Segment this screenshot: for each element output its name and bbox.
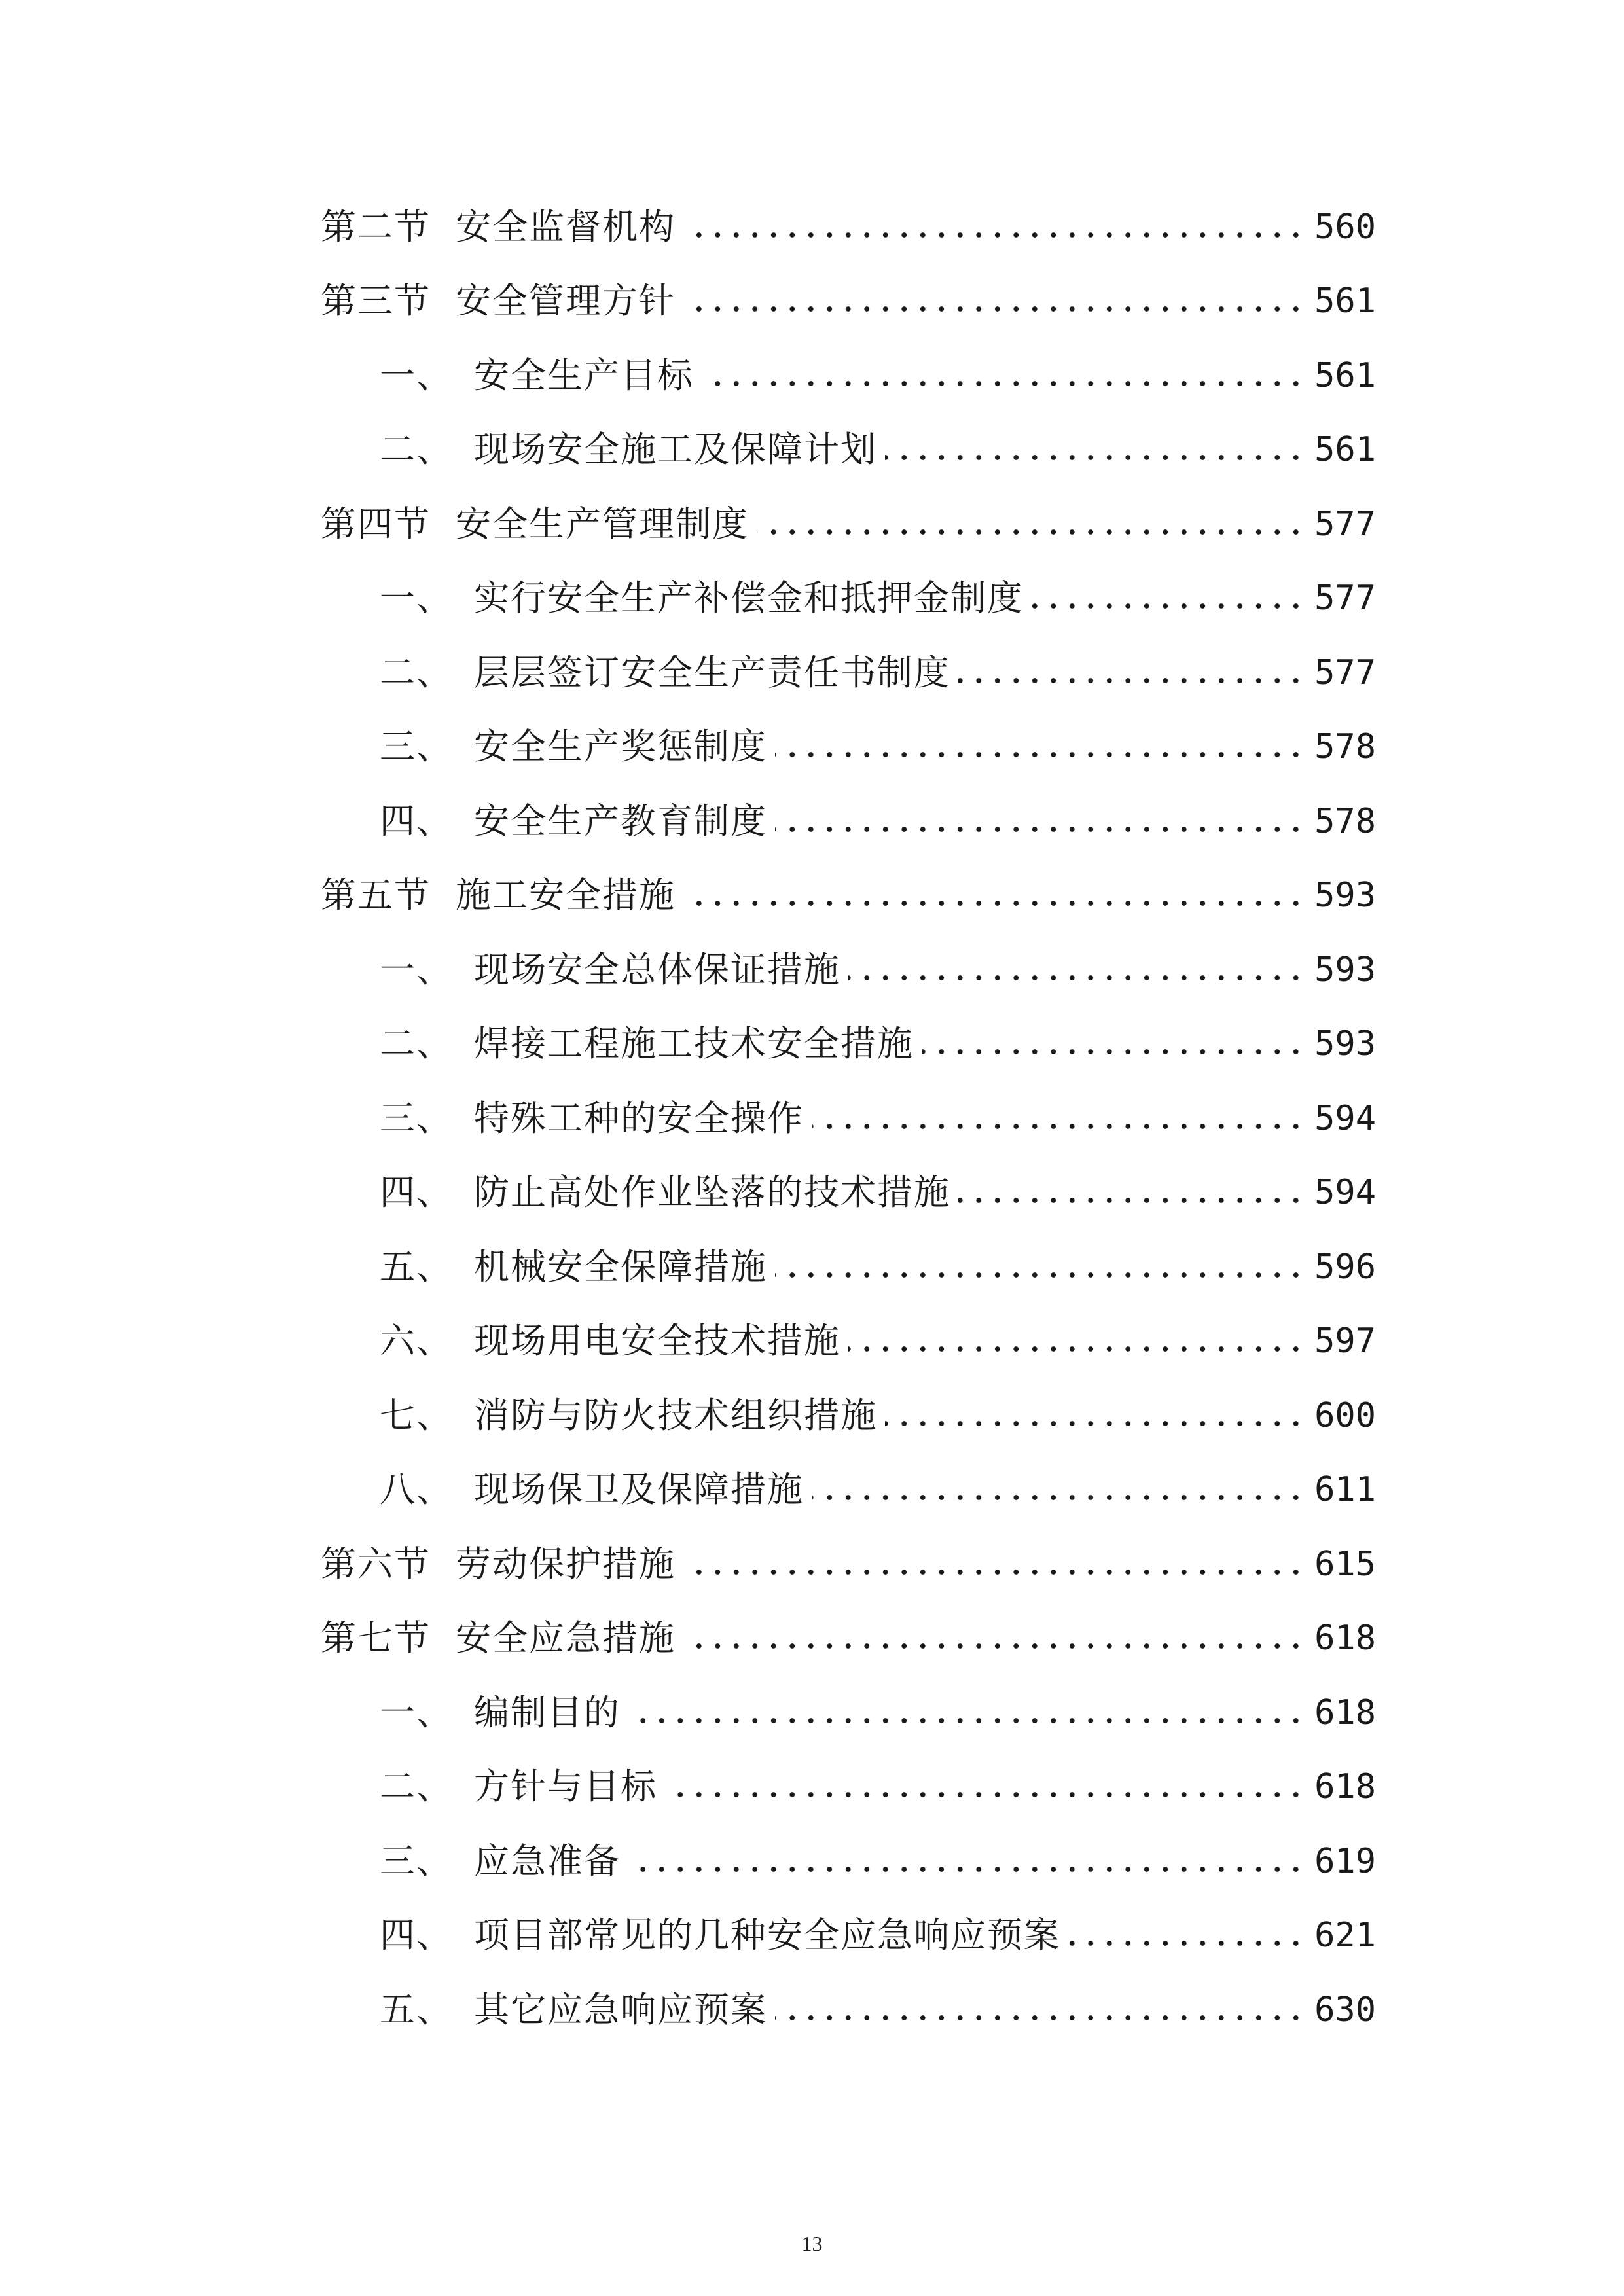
toc-entry-title: 施工安全措施 — [456, 874, 676, 916]
toc-entry-title: 安全生产教育制度 — [474, 800, 767, 842]
toc-entry-number: 四、 — [380, 800, 453, 842]
dot-leader — [848, 952, 1305, 988]
toc-entry-number: 三、 — [380, 726, 453, 768]
toc-entry-title: 编制目的 — [474, 1691, 621, 1733]
toc-entry-page-number: 577 — [1314, 504, 1376, 544]
page-number: 13 — [801, 2232, 823, 2255]
dot-leader — [665, 1769, 1305, 1804]
toc-entry-number: 五、 — [380, 1988, 453, 2030]
toc-entry-title: 现场保卫及保障措施 — [474, 1469, 804, 1511]
toc-entry[interactable] — [321, 1676, 1376, 1750]
dot-leader — [683, 283, 1305, 319]
toc-entry-title: 安全应急措施 — [456, 1617, 676, 1659]
dot-leader — [683, 1621, 1305, 1656]
toc-entry-number: 六、 — [380, 1320, 453, 1362]
toc-entry-page-number: 561 — [1314, 281, 1376, 321]
toc-entry[interactable] — [321, 413, 1376, 488]
dot-leader — [683, 878, 1305, 913]
toc-entry[interactable] — [321, 1007, 1376, 1082]
toc-entry[interactable] — [321, 636, 1376, 710]
toc-entry-page-number: 618 — [1314, 1767, 1376, 1807]
toc-entry-title: 现场安全总体保证措施 — [474, 948, 840, 990]
toc-entry-number: 一、 — [380, 577, 453, 619]
dot-leader — [812, 1472, 1305, 1507]
toc-entry-page-number: 618 — [1314, 1619, 1376, 1659]
toc-entry-title: 安全生产目标 — [474, 354, 694, 396]
toc-entry[interactable] — [321, 784, 1376, 859]
toc-entry-page-number: 593 — [1314, 1024, 1376, 1064]
toc-entry-title: 项目部常见的几种安全应急响应预案 — [474, 1914, 1060, 1956]
toc-entry-page-number: 619 — [1314, 1841, 1376, 1881]
toc-entry[interactable] — [321, 1527, 1376, 1602]
toc-entry-title: 防止高处作业坠落的技术措施 — [474, 1172, 950, 1213]
toc-entry[interactable] — [321, 1230, 1376, 1304]
toc-entry-title: 安全管理方针 — [456, 280, 676, 322]
toc-entry[interactable] — [321, 859, 1376, 933]
toc-entry-page-number: 593 — [1314, 876, 1376, 916]
toc-entry-title: 实行安全生产补偿金和抵押金制度 — [474, 577, 1024, 619]
toc-entry-number: 四、 — [380, 1914, 453, 1956]
toc-entry-title: 安全生产奖惩制度 — [474, 726, 767, 768]
toc-entry-page-number: 578 — [1314, 801, 1376, 841]
dot-leader — [775, 1992, 1305, 2028]
toc-entry-number: 一、 — [380, 948, 453, 990]
toc-entry-title: 现场用电安全技术措施 — [474, 1320, 840, 1362]
toc-entry[interactable] — [321, 338, 1376, 413]
dot-leader — [628, 1695, 1305, 1731]
toc-entry-page-number: 594 — [1314, 1173, 1376, 1213]
toc-entry-number: 二、 — [380, 1023, 453, 1065]
dot-leader — [628, 1844, 1305, 1879]
toc-entry-title: 现场安全施工及保障计划 — [474, 429, 877, 471]
toc-entry[interactable] — [321, 1304, 1376, 1379]
toc-entry-number: 七、 — [380, 1394, 453, 1436]
toc-entry-title: 机械安全保障措施 — [474, 1246, 767, 1287]
toc-entry-number: 四、 — [380, 1172, 453, 1213]
toc-entry-number: 二、 — [380, 429, 453, 471]
toc-entry-page-number: 578 — [1314, 727, 1376, 767]
toc-entry-page-number: 615 — [1314, 1544, 1376, 1584]
toc-entry-page-number: 577 — [1314, 579, 1376, 619]
toc-entry-page-number: 611 — [1314, 1470, 1376, 1510]
dot-leader — [1068, 1918, 1305, 1953]
toc-entry[interactable] — [321, 1973, 1376, 2047]
toc-entry[interactable] — [321, 1453, 1376, 1528]
toc-entry[interactable] — [321, 1602, 1376, 1676]
toc-entry-page-number: 594 — [1314, 1098, 1376, 1138]
toc-entry-page-number: 577 — [1314, 653, 1376, 692]
toc-entry-title: 其它应急响应预案 — [474, 1988, 767, 2030]
toc-entry-number: 第二节 — [321, 206, 431, 247]
toc-entry[interactable] — [321, 1750, 1376, 1825]
toc-entry-number: 一、 — [380, 354, 453, 396]
dot-leader — [775, 729, 1305, 764]
dot-leader — [922, 1026, 1305, 1062]
toc-entry-title: 安全监督机构 — [456, 206, 676, 247]
dot-leader — [848, 1323, 1305, 1359]
dot-leader — [885, 432, 1305, 467]
toc-entry-number: 五、 — [380, 1246, 453, 1287]
toc-entry-number: 第六节 — [321, 1543, 431, 1585]
toc-entry[interactable] — [321, 1824, 1376, 1899]
toc-entry-page-number: 597 — [1314, 1321, 1376, 1361]
dot-leader — [1032, 581, 1305, 616]
toc-entry-page-number: 596 — [1314, 1247, 1376, 1287]
toc-entry[interactable] — [321, 190, 1376, 264]
dot-leader — [958, 655, 1305, 691]
toc-entry[interactable] — [321, 1081, 1376, 1156]
toc-entry-page-number: 561 — [1314, 355, 1376, 395]
dot-leader — [775, 1249, 1305, 1285]
toc-entry[interactable] — [321, 710, 1376, 785]
toc-entry-title: 焊接工程施工技术安全措施 — [474, 1023, 914, 1065]
toc-entry-title: 安全生产管理制度 — [456, 503, 749, 545]
toc-entry-page-number: 621 — [1314, 1916, 1376, 1956]
toc-entry-number: 二、 — [380, 1766, 453, 1808]
toc-entry-number: 三、 — [380, 1097, 453, 1139]
toc-entry-number: 一、 — [380, 1691, 453, 1733]
toc-entry[interactable] — [321, 933, 1376, 1007]
toc-entry-title: 特殊工种的安全操作 — [474, 1097, 804, 1139]
toc-entry-number: 三、 — [380, 1840, 453, 1882]
dot-leader — [683, 1547, 1305, 1582]
toc-entry[interactable] — [321, 487, 1376, 562]
toc-entry-title: 方针与目标 — [474, 1766, 657, 1808]
toc-entry-number: 第七节 — [321, 1617, 431, 1659]
toc-entry-page-number: 561 — [1314, 430, 1376, 470]
toc-entry[interactable] — [321, 1378, 1376, 1453]
dot-leader — [885, 1398, 1305, 1433]
dot-leader — [775, 804, 1305, 839]
toc-entry[interactable] — [321, 1156, 1376, 1230]
toc-entry[interactable] — [321, 264, 1376, 339]
toc-entry-page-number: 593 — [1314, 950, 1376, 990]
toc-entry-page-number: 600 — [1314, 1395, 1376, 1435]
toc-entry-page-number: 560 — [1314, 207, 1376, 247]
toc-entry-title: 消防与防火技术组织措施 — [474, 1394, 877, 1436]
toc-entry-title: 层层签订安全生产责任书制度 — [474, 651, 950, 693]
toc-entry-number: 二、 — [380, 651, 453, 693]
toc-entry-page-number: 630 — [1314, 1990, 1376, 2030]
dot-leader — [683, 209, 1305, 245]
toc-entry-number: 第四节 — [321, 503, 431, 545]
toc-entry-title: 应急准备 — [474, 1840, 621, 1882]
dot-leader — [958, 1175, 1305, 1210]
dot-leader — [757, 507, 1305, 542]
toc-entry[interactable] — [321, 1899, 1376, 1973]
dot-leader — [812, 1101, 1305, 1136]
toc-entry[interactable] — [321, 562, 1376, 636]
table-of-contents — [321, 190, 1376, 2047]
toc-entry-number: 第五节 — [321, 874, 431, 916]
toc-entry-title: 劳动保护措施 — [456, 1543, 676, 1585]
toc-entry-number: 第三节 — [321, 280, 431, 322]
dot-leader — [702, 358, 1305, 393]
toc-entry-page-number: 618 — [1314, 1693, 1376, 1732]
toc-entry-number: 八、 — [380, 1469, 453, 1511]
